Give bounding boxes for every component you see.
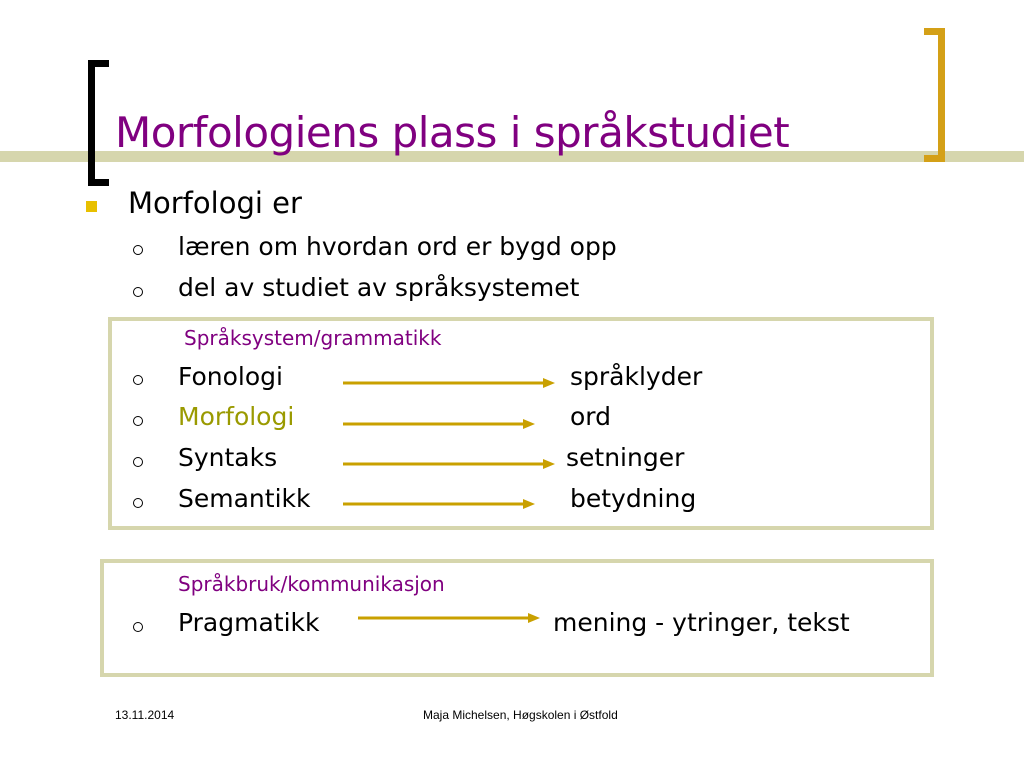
bullet-text: Morfologi er xyxy=(128,186,302,220)
target-text: betydning xyxy=(570,484,697,513)
footer-date: 13.11.2014 xyxy=(115,708,175,722)
arrow-icon xyxy=(343,377,555,389)
square-bullet-icon xyxy=(86,201,97,212)
sub-bullet-text: del av studiet av språksystemet xyxy=(178,273,580,302)
circle-bullet-icon xyxy=(133,457,143,467)
circle-bullet-icon xyxy=(133,416,143,426)
arrow-icon xyxy=(358,612,540,624)
sub-bullet-text: læren om hvordan ord er bygd opp xyxy=(178,232,617,261)
right-bracket-decoration xyxy=(924,28,945,162)
term-text-highlight: Morfologi xyxy=(178,402,295,431)
circle-bullet-icon xyxy=(133,375,143,385)
target-text: ord xyxy=(570,402,612,431)
arrow-icon xyxy=(343,498,535,510)
target-text: språklyder xyxy=(570,362,703,391)
term-text: Semantikk xyxy=(178,484,311,513)
footer-author: Maja Michelsen, Høgskolen i Østfold xyxy=(423,708,618,722)
target-text: mening - ytringer, tekst xyxy=(553,608,850,637)
circle-bullet-icon xyxy=(133,622,143,632)
circle-bullet-icon xyxy=(133,498,143,508)
grammar-box-label: Språksystem/grammatikk xyxy=(184,326,442,350)
slide-title: Morfologiens plass i språkstudiet xyxy=(115,108,790,157)
term-text: Syntaks xyxy=(178,443,278,472)
arrow-icon xyxy=(343,418,535,430)
target-text: setninger xyxy=(566,443,685,472)
language-use-box-label: Språkbruk/kommunikasjon xyxy=(178,572,445,596)
term-text: Pragmatikk xyxy=(178,608,320,637)
circle-bullet-icon xyxy=(133,287,143,297)
left-bracket-decoration xyxy=(88,60,109,186)
term-text: Fonologi xyxy=(178,362,283,391)
circle-bullet-icon xyxy=(133,245,143,255)
arrow-icon xyxy=(343,458,555,470)
